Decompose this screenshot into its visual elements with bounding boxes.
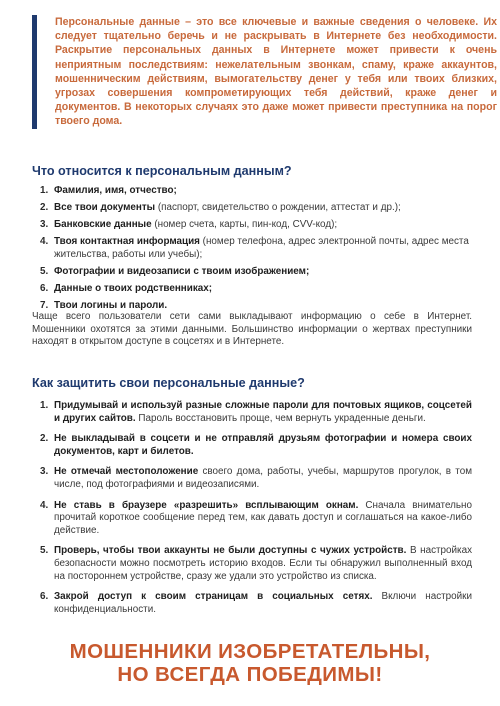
- section-heading-what: Что относится к персональным данным?: [32, 164, 292, 178]
- personal-data-list: [40, 184, 472, 316]
- list-item: 2. Все твои документы (паспорт, свидетельство о рождении, аттестат и др.);: [40, 202, 401, 213]
- list-item: 3. Не отмечай местоположение своего дома, работы, учебы, маршрутов прогулок, в том числе, под фотографиями и видеозаписями.: [40, 466, 472, 490]
- slogan: [0, 640, 500, 686]
- list-item: 6. Данные о твоих родственниках;: [40, 283, 213, 294]
- list-item: 5. Проверь, чтобы твои аккаунты не были доступны с чужих устройств. В настройках безопасности можно посмотреть историю входов. Если ты обнаружил выполненный вход на постороннем устройстве, сразу же удали это устройство из списка.: [40, 545, 473, 582]
- protection-tips-list: [40, 400, 472, 624]
- slogan-line-1: МОШЕННИКИ ИЗОБРЕТАТЕЛЬНЫ,: [69, 640, 431, 663]
- slogan-line-2: НО ВСЕГДА ПОБЕДИМЫ!: [117, 663, 383, 686]
- list-item: 1. Фамилия, имя, отчество;: [40, 185, 177, 196]
- list-item: 2. Не выкладывай в соцсети и не отправляй друзьям фотографии и номера своих документов, карт и билетов.: [40, 433, 472, 457]
- list-item: 4. Не ставь в браузере «разрешить» всплывающим окнам. Сначала внимательно прочитай короткое сообщение перед тем, как давать доступ и соглашаться на какое-либо действие.: [40, 499, 472, 536]
- list-item: 3. Банковские данные (номер счета, карты, пин-код, CVV-код);: [40, 219, 338, 230]
- info-paragraph: Чаще всего пользователи сети сами выкладывают информацию о себе в Интернет. Мошенники охотятся за этими данными. Большинство информации о жертвах преступники находят в открытом доступе в соцсетях и в Интернете.: [32, 311, 472, 348]
- section-heading-protect: Как защитить свои персональные данные?: [32, 376, 305, 390]
- list-item: 7. Твои логины и пароли.: [40, 300, 168, 311]
- intro-text: Персональные данные – это все ключевые и важные сведения о человеке. Их следует тщательно беречь и не раскрывать в Интернете без необходимости. Раскрытие персональных данных в Интернете может привести к очень неприятным последствиям: нежелательным звонкам, спаму, краже аккаунтов, мошенническим действиям, вымогательству денег у тебя или твоих близких, угрозах совершения компрометирующих тебя действий, краже денег и документов. В некоторых случаях это даже может привести преступника на порог твоего дома.: [55, 16, 497, 128]
- list-item: 4. Твоя контактная информация (номер телефона, адрес электронной почты, адрес места жительства, работы или учебы);: [40, 236, 469, 260]
- list-item: 1. Придумывай и используй разные сложные пароли для почтовых ящиков, соцсетей и других сайтов. Пароль восстановить проще, чем вернуть украденные деньги.: [40, 400, 472, 424]
- list-item: 5. Фотографии и видеозаписи с твоим изображением;: [40, 266, 310, 277]
- intro-block: [32, 15, 497, 129]
- list-item: 6. Закрой доступ к своим страницам в социальных сетях. Включи настройки конфиденциальности.: [40, 591, 473, 615]
